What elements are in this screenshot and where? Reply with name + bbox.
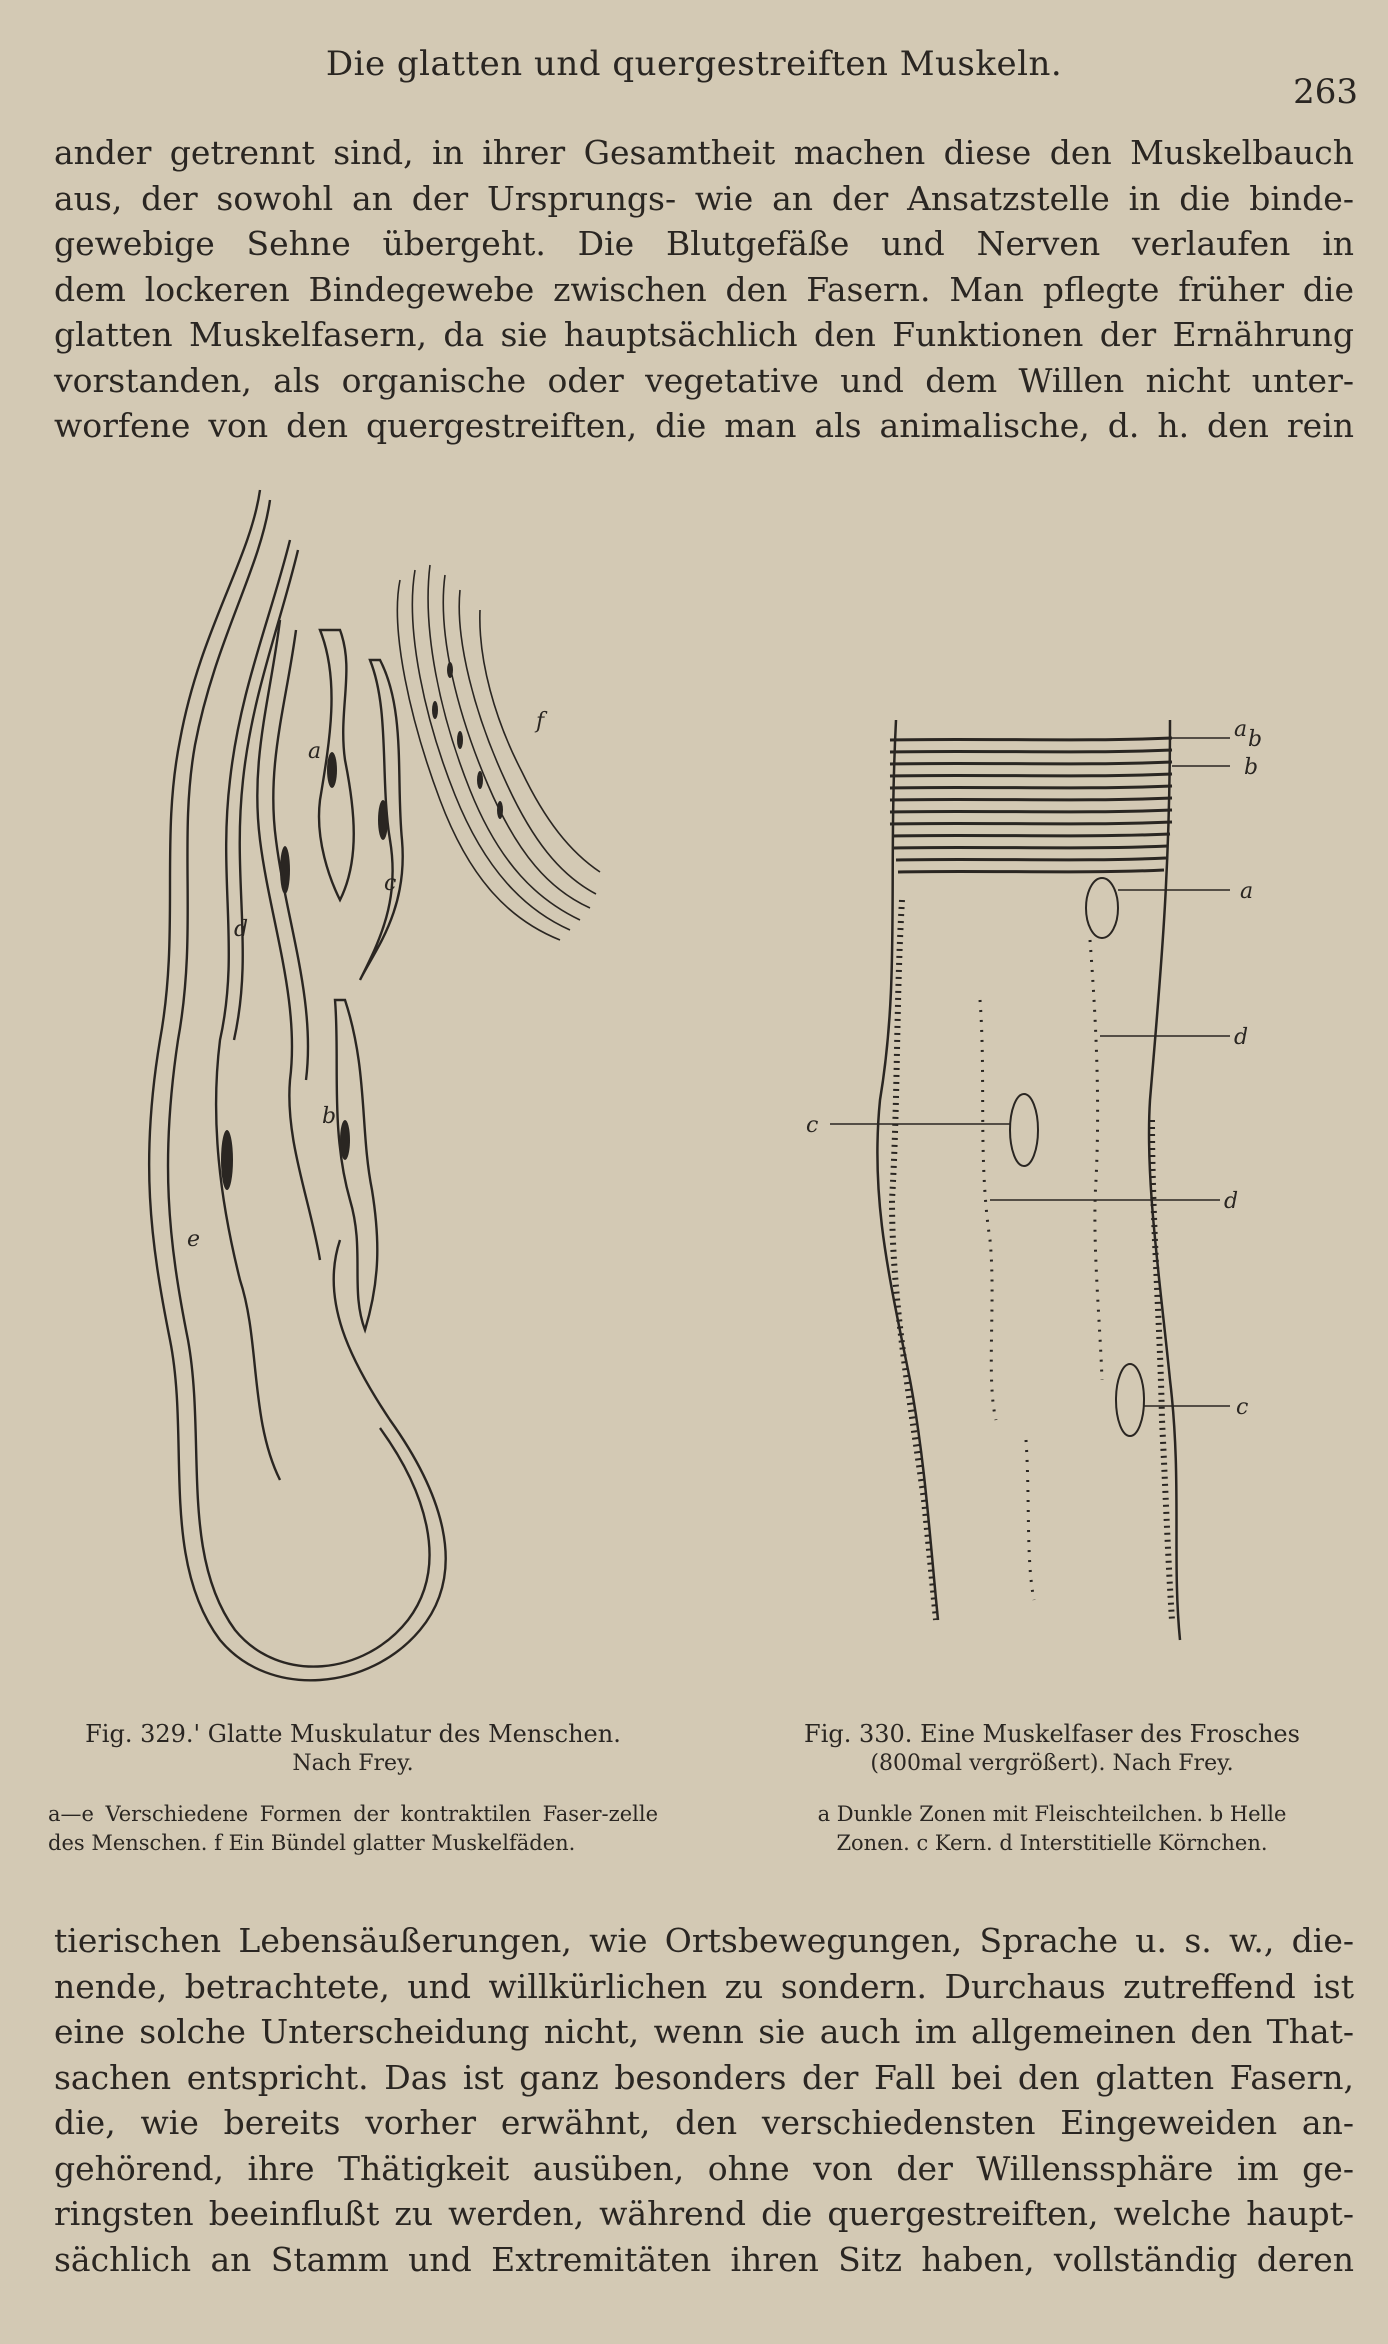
fig329-label-e: e <box>187 1227 201 1252</box>
text-line: worfene von den quergestreiften, die man als animalische, d. h. den rein <box>54 406 1354 445</box>
text-line: tierischen Lebensäußerungen, wie Ortsbewegungen, Sprache u. s. w., die- <box>54 1921 1354 1960</box>
fig330-label-b-top: b <box>1248 727 1263 752</box>
caption-body <box>754 1800 1350 1858</box>
caption-title: Fig. 330. Eine Muskelfaser des Frosches <box>804 1720 1300 1748</box>
fig329-label-c: c <box>384 871 397 896</box>
fig329-label-d: d <box>234 917 249 942</box>
fig329-label-b: b <box>322 1104 337 1129</box>
fig330-label-b: b <box>1244 755 1259 780</box>
nucleus-left <box>1010 1094 1038 1166</box>
nucleus-right <box>1116 1364 1144 1436</box>
fiber-bundle-f <box>397 565 600 940</box>
figure-330-illustration <box>800 680 1360 1680</box>
text-line: ringsten beeinflußt zu werden, während die quergestreiften, welche haupt- <box>54 2194 1354 2233</box>
fiber-d-outline <box>257 620 320 1260</box>
figure-329-illustration <box>140 480 620 1710</box>
paragraph-bottom <box>54 1918 1354 2282</box>
figure-330-caption <box>754 1720 1350 1858</box>
text-line: sächlich an Stamm und Extremitäten ihren Sitz haben, vollständig deren <box>54 2239 1354 2279</box>
running-head: Die glatten und quergestreiften Muskeln. <box>325 44 1063 84</box>
fiber-outline-left <box>877 720 938 1620</box>
text-line: glatten Muskelfasern, da sie hauptsächlich den Funktionen der Ernährung <box>54 315 1354 354</box>
fig330-label-a: a <box>1240 879 1254 904</box>
fig329-label-f: f <box>536 709 545 734</box>
text-line: vorstanden, als organische oder vegetative und dem Willen nicht unter- <box>54 360 1354 400</box>
text-line: gehörend, ihre Thätigkeit ausüben, ohne von der Willenssphäre im ge- <box>54 2148 1354 2188</box>
text-line: nende, betrachtete, und willkürlichen zu sondern. Durchaus zutreffend ist <box>54 1966 1354 2006</box>
figure-329-caption <box>48 1720 658 1858</box>
paragraph-top <box>54 130 1354 449</box>
text-line: ander getrennt sind, in ihrer Gesamtheit machen diese den Muskelbauch <box>54 133 1354 172</box>
caption-title: Fig. 329.' Glatte Muskulatur des Menschen. <box>85 1720 621 1748</box>
text-line: aus, der sowohl an der Ursprungs- wie an der Ansatzstelle in die binde- <box>54 178 1354 218</box>
fig330-label-d1: d <box>1234 1025 1249 1050</box>
caption-source: (800mal vergrößert). Nach Frey. <box>870 1751 1234 1776</box>
caption-body-line: a Dunkle Zonen mit Fleischteilchen. b Helle <box>817 1802 1287 1826</box>
text-line: die, wie bereits vorher erwähnt, den verschiedensten Eingeweiden an- <box>54 2103 1354 2142</box>
caption-source: Nach Frey. <box>292 1751 414 1776</box>
fig329-label-a: a <box>308 739 322 764</box>
fiber-e-outline <box>149 490 446 1680</box>
fig330-label-c-right: c <box>1236 1395 1249 1420</box>
nuclei <box>221 662 503 1190</box>
fig330-label-a-top: a <box>1234 717 1248 742</box>
caption-body-line: Zonen. c Kern. d Interstitielle Körnchen. <box>836 1831 1268 1855</box>
fig330-label-c-left: c <box>806 1113 819 1138</box>
text-line: gewebige Sehne übergeht. Die Blutgefäße und Nerven verlaufen in <box>54 224 1354 263</box>
fig330-label-d2: d <box>1224 1189 1239 1214</box>
fiber-b-outline <box>335 1000 377 1330</box>
text-line: eine solche Unterscheidung nicht, wenn sie auch im allgemeinen den That- <box>54 2012 1354 2051</box>
text-line: dem lockeren Bindegewebe zwischen den Fasern. Man pflegte früher die <box>54 269 1354 309</box>
striation-band <box>890 738 1172 872</box>
text-line: sachen entspricht. Das ist ganz besonders der Fall bei den glatten Fasern, <box>54 2057 1354 2097</box>
nucleus-top <box>1086 878 1118 938</box>
caption-body: a—e Verschiedene Formen der kontraktilen Faser-zelle des Menschen. f Ein Bündel glatter Muskelfäden. <box>48 1802 658 1855</box>
page-number: 263 <box>1293 72 1358 112</box>
